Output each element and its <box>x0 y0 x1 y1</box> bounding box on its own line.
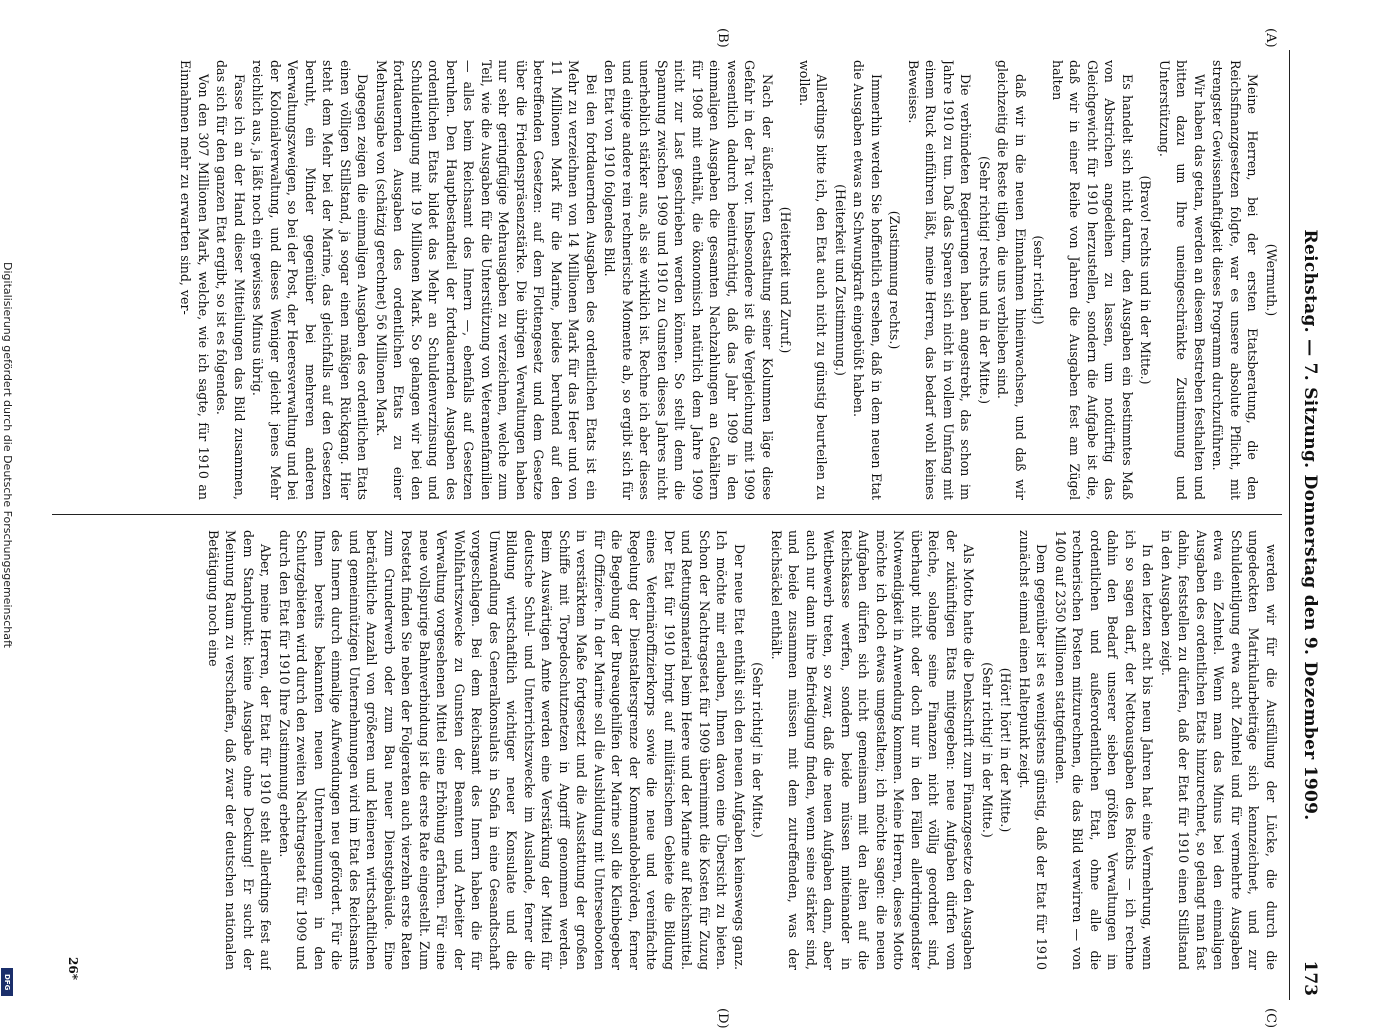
paragraph: Die verbündeten Regierungen haben angestrebt, das schon im Jahre 1910 zu tun. Daß das Sparen sich nicht in vollem Umfang mit einem Ruck einführen läßt, meine Herren, das bedarf wohl keines Beweises. <box>906 60 974 500</box>
interjection: (Zustimmung rechts.) <box>887 210 903 350</box>
paragraph: Der neue Etat enthält sich den neuen Aufgaben keineswegs ganz. Ich möchte mir erlauben, Ihnen davon eine Übersicht zu bieten. Schon der Nachtragsetat für 1909 übernimmt die Kosten für Zuzug und Rettungsmaterial beim Heere und der Marine auf Reichsmittel. Der Etat für 1910 bringt auf militärischem Gebiete die Bildung eines Veterinäroffizierkorps sowie die neue und vereinfachte Regelung der Dienstaltersgrenze der Kommandobehörden, ferner die Begebung der Bureaugehilfen der Marine soll die Kleinbegeber für Offiziere. In der Marine soll die Ausbildung mit Unterseebooten in verstärktem Maße fortgesetzt und die Ausstattung der großen Schiffe mit Torpedoschutznetzen in Angriff genommen werden. Beim Auswärtigen Amte werden eine Verstärkung der Mittel für deutsche Schul- und Unterrichtszwecke im Auslande, ferner die Bildung wirtschaftlich wichtiger neuer Konsulate und die Umwandlung des Generalkonsulats in Sofia in eine Gesandtschaft vorgeschlagen. Bei dem Reichsamt des Innern haben die für Wohlfahrtszwecke zu Gunsten der Beamten und Arbeiter der Verwaltung vorgesehenen Mittel eine Erhöhung erfahren. Für eine neue vollspurige Bahnverbindung ist die erste Rate eingestellt. Zum Postetat finden Sie neben der Folgeraten auch vierzehn erste Raten zum Grunderwerb oder zum Bau neuer Dienstgebäude. Eine beträchtliche Anzahl von größeren und kleineren wirtschaftlichen und gemeinnützigen Unternehmungen wird im Etat des Reichsamts des Innern durch einmalige Aufwendungen neu gefördert. Für die Ihnen bereits bekannten neuen Unternehmungen in den Schutzgebieten wird durch den zweiten Nachtragsetat für 1909 und durch den Etat für 1910 Ihre Zustimmung erbeten. <box>277 530 747 970</box>
dfg-logo: DFG <box>1 968 13 996</box>
interjection: (Hört! hört! in der Mitte.) <box>998 667 1014 833</box>
paragraph: Bei den fortdauernden Ausgaben des ordentlichen Etats ist ein Mehr zu verzeichnen von 14 Millionen Mark für das Heer und von 11 Millionen Mark für die Marine, beides beruhend auf den betreffenden Gesetzen: auf dem Flottengesetz und dem Gesetze über die Friedenspräsenzstärke. Die übrigen Verwaltungen haben nur sehr geringfügige Mehrausgaben zu verzeichnen, welche zum Teil, wie die Ausgaben für die Unterstützung von Veteranenfamilien — alles beim Reichsamt des Innern —, ebenfalls auf Gesetzen beruhen. Den Hauptbestandteil der fortdauernden Ausgaben des ordentlichen Etats bildet das Mehr an Schuldenverzinsung und Schuldentilgung mit 19 Millionen Mark. So gelangen wir bei den fortdauernden Ausgaben des ordentlichen Etats zu einer Mehrausgabe von (schätzig gerechnet) 56 Millionen Mark. <box>374 60 599 500</box>
paragraph: Immerhin werden Sie hoffentlich ersehen, daß in dem neuen Etat die Ausgaben etwas an Schwungkraft eingebüßt haben. <box>851 60 884 500</box>
margin-marker-c: (C) <box>1263 1008 1278 1029</box>
column-divider <box>52 514 1282 515</box>
interjection: (Sehr richtig! rechts und in der Mitte.) <box>977 155 992 405</box>
margin-marker-d: (D) <box>715 1008 730 1029</box>
newspaper-page <box>47 28 1330 1029</box>
paragraph: Es handelt sich nicht darum, den Ausgaben ein bestimmtes Maß von Abstrichen angedeihen zu lassen, um notdürftig das Gleichgewicht für 1910 herzustellen, sondern die Aufgabe ist die, daß wir in einer Reihe von Jahren die Ausgaben fest am Zügel halten <box>1050 60 1135 500</box>
interjection: (Sehr richtig! in der Mitte.) <box>750 662 766 838</box>
interjection: (Bravo! rechts und in der Mitte.) <box>1138 175 1154 385</box>
paragraph: werden wir für die Ausfüllung der Lücke, die durch die ungedeckten Matrikularbeiträge sich kennzeichnet, und zur Schuldentilgung etwa acht Zehntel und für vermehrte Ausgaben etwa ein Zehntel. Wenn man das Minus bei den einmaligen Ausgaben des ordentlichen Etats hinzurechnet, so gelangt man fast dahin, feststellen zu dürfen, daß der Etat für 1910 einen Stillstand in den Ausgaben zeigt. <box>1159 530 1279 970</box>
attribution-text: Digitalisierung gefördert durch die Deutsche Forschungsgemeinschaft <box>1 262 14 648</box>
signature-mark: 26* <box>66 957 80 980</box>
interjection: (sehr richtig!) <box>1031 235 1047 325</box>
paragraph: Dem gegenüber ist es wenigstens günstig, daß der Etat für 1910 zunächst einmal einen Haltepunkt zeigt. <box>1017 530 1050 970</box>
paragraph: In den letzten acht bis neun Jahren hat eine Vermehrung, wenn ich so sagen darf, der Nettoausgaben des Reichs — ich rechne dahin den Bedarf unserer sieben größten Verwaltungen im ordentlichen und außerordentlichen Etat, ohne alle die rechnerischen Posten mitzurechnen, die das Bild verwirren — von 1400 auf 2350 Millionen stattgefunden. <box>1053 530 1156 970</box>
paragraph: Nach der äußerlichen Gestaltung seiner Kolumnen läge diese Gefahr in der Tat vor. Insbesondere ist die Vergleichung mit 1909 wesentlich dadurch beeinträchtigt, daß das Jahr 1909 in den einmaligen Ausgaben die gesamten Nachzahlungen an Gehältern für 1908 mit enthält, die ökonomisch natürlich dem Jahre 1909 nicht zur Last geschrieben werden können. So stellt denn die Spannung zwischen 1909 und 1910 zu Gunsten dieses Jahres nicht unerheblich stärker aus, als sie wirklich ist. Rechne ich aber dieses und einige andere rein rechnerische Momente ab, so ergibt sich für den Etat von 1910 folgendes Bild. <box>602 60 775 500</box>
interjection: (Wermuth.) <box>1264 243 1279 317</box>
page-header <box>1289 50 1330 1000</box>
margin-marker-a: (A) <box>1263 28 1278 48</box>
interjection: (Heiterkeit und Zuruf.) <box>778 206 794 354</box>
paragraph: daß wir in die neuen Einnahmen hineinwachsen, und daß wir gleichzeitig die Reste tilgen, die uns verblieben sind. <box>995 60 1028 500</box>
paragraph: Als Motto hatte die Denkschrift zum Finanzgesetze den Ausgaben der zukünftigen Etats mitgegeben: neue Aufgaben dürfen vom Reiche, solange seine Finanzen nicht völlig geordnet sind, überhaupt nicht oder doch nur in den Fällen allerdringendster Notwendigkeit in Anwendung kommen. Meine Herren, dieses Motto möchte ich doch etwas umgestalten; ich möchte sagen: die neuen Aufgaben dürfen sich nicht gemeinsam mit den alten auf die Reichskasse werfen, sondern beide müssen miteinander in Wettbewerb treten, so zwar, daß die neuen Aufgaben dann, aber auch nur dann ihre Befriedigung finden, wenn seine stärker sind, und beide zusammen müssen mit dem zutreffenden, was der Reichsäckel enthält. <box>769 530 977 970</box>
paragraph: Wir haben das getan, werden an diesem Bestreben festhalten und bitten dazu um Ihre uneingeschränkte Zustimmung und Unterstützung. <box>1157 60 1207 500</box>
paragraph: Aber, meine Herren, der Etat für 1910 steht allerdings fest auf dem Standpunkt: keine Ausgabe ohne Deckung! Er sucht der Meinung Raum zu verschaffen, daß zwar der deutschen nationalen Betätigung noch eine <box>206 530 274 970</box>
header-title: Reichstag. — 7. Sitzung. Donnerstag den 9. Dezember 1909. <box>1300 229 1320 821</box>
paragraph: Fasse ich an der Hand dieser Mitteilungen das Bild zusammen, das sich für den ganzen Etat ergibt, so ist es folgendes. <box>214 60 247 500</box>
interjection: (Heiterkeit und Zustimmung.) <box>833 184 848 376</box>
left-column <box>55 60 1280 500</box>
paragraph: Dagegen zeigen die einmaligen Ausgaben des ordentlichen Etats einen völligen Stillstand, ja sogar einen mäßigen Rückgang. Hier steht dem Mehr bei der Marine, das gleichfalls auf den Gesetzen beruht, ein Minder gegenüber bei mehreren anderen Verwaltungszweigen, so bei der Post, der Heeresverwaltung und bei der Kolonialverwaltung, und dieses Weniger gleicht jenes Mehr reichlich aus, ja läßt noch ein gewisses Minus übrig. <box>250 60 371 500</box>
digitization-attribution <box>0 0 14 1000</box>
right-column <box>55 530 1280 970</box>
paragraph: Meine Herren, bei der ersten Etatsberatung, die den Reichsfinanzgesetzen folgte, war es unsere absolute Pflicht, mit strengster Gewissenhaftigkeit dieses Programm durchzuführen. <box>1210 60 1261 500</box>
paragraph: Von den 307 Millionen Mark, welche, wie ich sagte, für 1910 an Einnahmen mehr zu erwarten sind, ver- <box>178 60 211 500</box>
paragraph: Allerdings bitte ich, den Etat auch nicht zu günstig beurteilen zu wollen. <box>797 60 830 500</box>
interjection: (Sehr richtig! in der Mitte.) <box>980 662 995 838</box>
margin-marker-b: (B) <box>715 28 730 48</box>
page-number: 173 <box>1300 960 1320 996</box>
